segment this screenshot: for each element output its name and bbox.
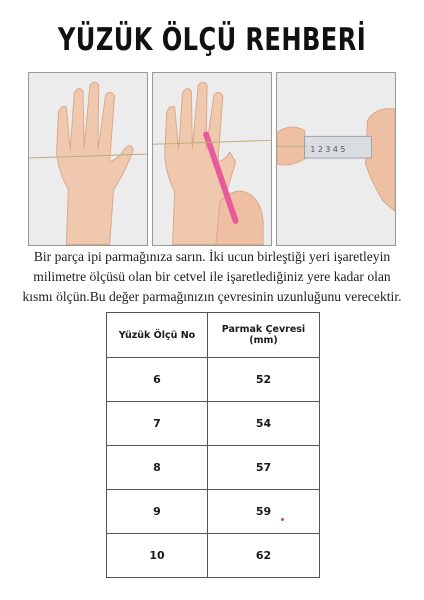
circumference-cell: 59 bbox=[208, 490, 320, 534]
ruler-ticks: 1 2 3 4 5 bbox=[310, 145, 346, 155]
table-row bbox=[107, 402, 320, 446]
ring-size-cell: 6 bbox=[107, 358, 208, 402]
hand-with-thread-icon bbox=[29, 73, 147, 245]
table-row bbox=[107, 358, 320, 402]
table-header-row bbox=[107, 313, 320, 358]
hand-marking-pen-icon bbox=[153, 73, 271, 245]
instruction-photos bbox=[28, 72, 396, 246]
table-row bbox=[107, 534, 320, 578]
ring-size-cell: 8 bbox=[107, 446, 208, 490]
circumference-cell: 57 bbox=[208, 446, 320, 490]
red-mark-dot bbox=[281, 518, 284, 521]
table-row bbox=[107, 490, 320, 534]
table-row bbox=[107, 446, 320, 490]
instructions-line-2: milimetre ölçüsü olan bir cetvel ile işaretlediğiniz yere kadar olan bbox=[33, 269, 391, 284]
circumference-cell: 52 bbox=[208, 358, 320, 402]
header-ring-size: Yüzük Ölçü No bbox=[107, 313, 208, 358]
instructions-line-3: kısmı ölçün.Bu değer parmağınızın çevresinin uzunluğunu verecektir. bbox=[22, 289, 402, 304]
ruler-measure-icon bbox=[277, 73, 395, 245]
photo-wrap-marking bbox=[152, 72, 272, 246]
photo-wrap-thread bbox=[28, 72, 148, 246]
header-finger-circumference: Parmak Çevresi (mm) bbox=[208, 313, 320, 358]
circumference-cell: 54 bbox=[208, 402, 320, 446]
instructions-line-1: Bir parça ipi parmağınıza sarın. İki ucun birleştiği yeri işaretleyin bbox=[33, 249, 391, 264]
ring-size-table bbox=[106, 312, 320, 578]
ring-size-cell: 10 bbox=[107, 534, 208, 578]
photo-wrap-ruler bbox=[276, 72, 396, 246]
instructions-text bbox=[4, 247, 420, 307]
page-title: YÜZÜK ÖLÇÜ REHBERİ bbox=[57, 22, 367, 58]
ring-size-cell: 9 bbox=[107, 490, 208, 534]
circumference-cell: 62 bbox=[208, 534, 320, 578]
ring-size-cell: 7 bbox=[107, 402, 208, 446]
